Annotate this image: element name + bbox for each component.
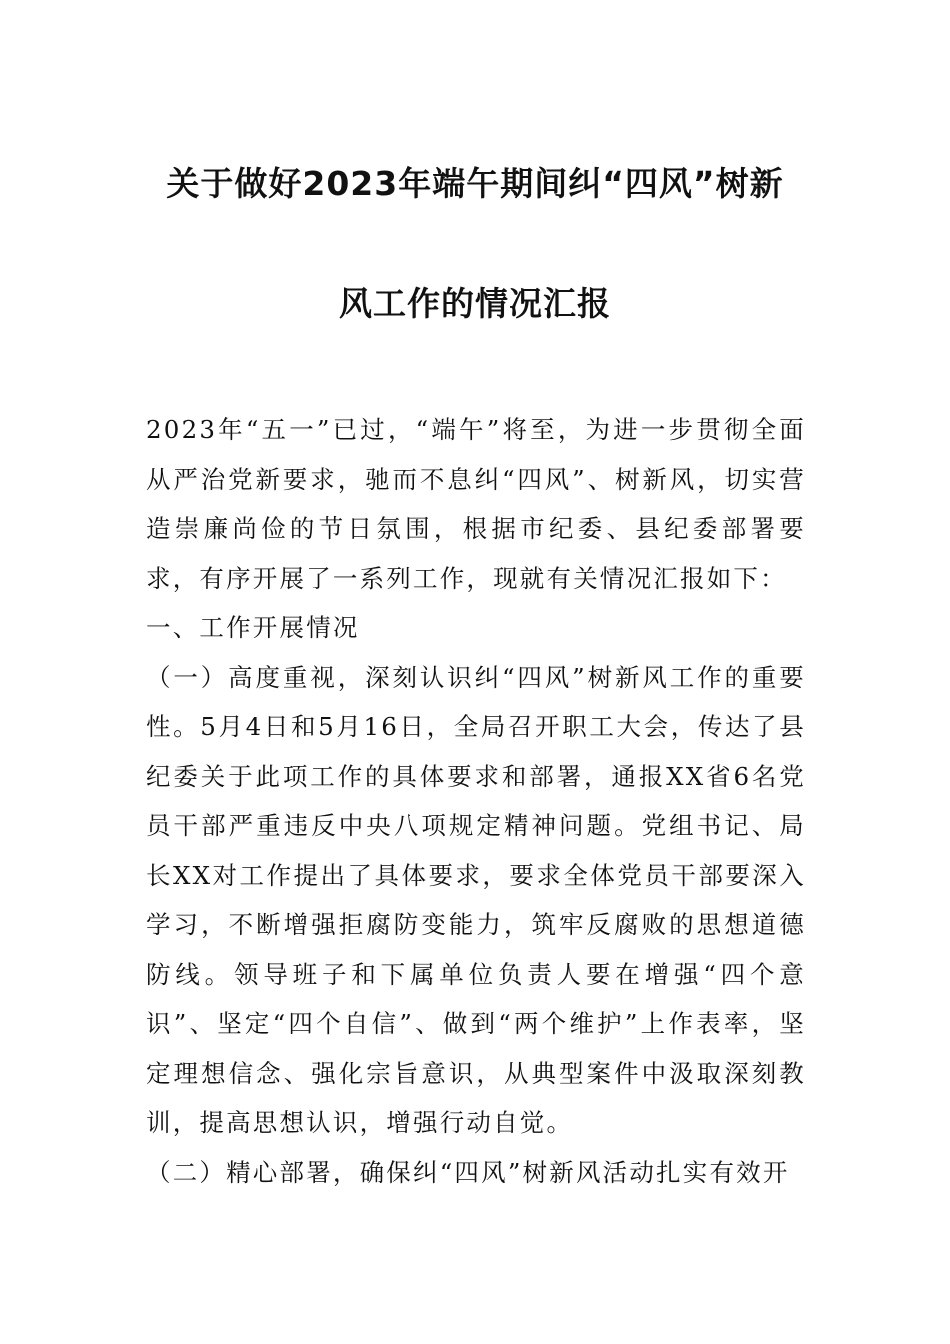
paragraph-section-1: （一）高度重视，深刻认识纠“四风”树新风工作的重要性。5月4日和5月16日，全局召开职工大会，传达了县纪委关于此项工作的具体要求和部署，通报XX省6名党员干部严重违反中央八项规定精神问题。党组书记、局长XX对工作提出了具体要求，要求全体党员干部要深入学习，不断增强拒腐防变能力，筑牢反腐败的思想道德防线。领导班子和下属单位负责人要在增强“四个意识”、坚定“四个自信”、做到“两个维护”上作表率，坚定理想信念、强化宗旨意识，从典型案件中汲取深刻教训，提高思想认识，增强行动自觉。	[146, 662, 806, 1137]
paragraph-intro: 2023年“五一”已过，“端午”将至，为进一步贯彻全面从严治党新要求，驰而不息纠“四风”、树新风，切实营造崇廉尚俭的节日氛围，根据市纪委、县纪委部署要求，有序开展了一系列工作，现就有关情况汇报如下：	[146, 415, 806, 593]
document-title-line-2: 风工作的情况汇报	[339, 284, 611, 323]
document-title-line-1: 关于做好2023年端午期间纠“四风”树新	[166, 164, 784, 203]
section-heading-work-progress: 一、工作开展情况	[146, 613, 360, 642]
paragraph-section-2: （二）精心部署，确保纠“四风”树新风活动扎实有效开	[146, 1157, 790, 1187]
document-body	[146, 405, 806, 1197]
